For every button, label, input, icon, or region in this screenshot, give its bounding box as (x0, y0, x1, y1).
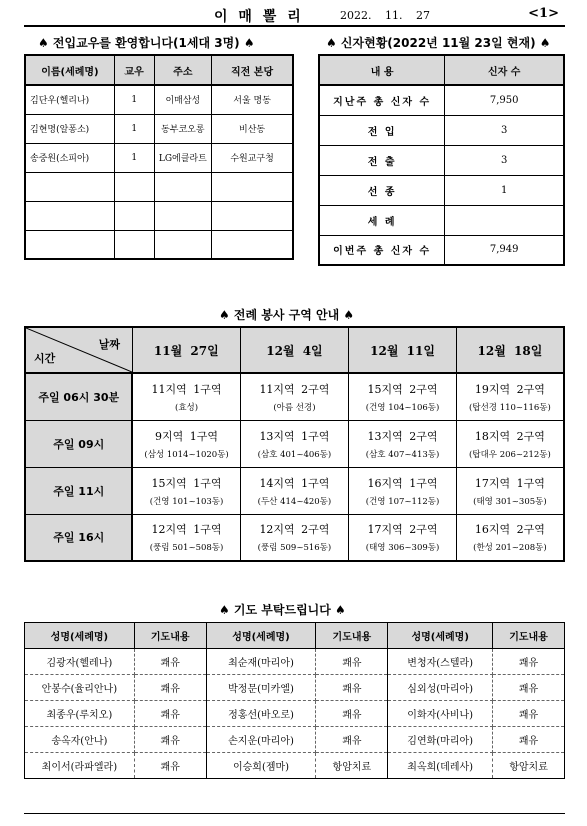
believers-label: 세 례 (319, 205, 445, 235)
believers-label: 지난주 총 신자 수 (319, 85, 445, 115)
welcome-parish: 비산동 (212, 114, 293, 143)
service-cell (456, 514, 564, 561)
zone-label: 12지역 1구역 (151, 523, 222, 537)
prayer-name: 손지운(마리아) (206, 727, 316, 753)
welcome-address (154, 201, 212, 230)
table-row (25, 701, 565, 727)
welcome-count (114, 230, 154, 259)
zone-detail: (건영 104~106동) (365, 402, 440, 413)
service-cell (132, 420, 240, 467)
zone-label: 13지역 2구역 (367, 429, 438, 443)
welcome-count (114, 201, 154, 230)
welcome-col-parish: 직전 본당 (212, 55, 293, 85)
prayer-intention: 쾌유 (316, 675, 388, 701)
welcome-name: 송중원(소피아) (25, 143, 114, 172)
prayer-intention: 항암치료 (493, 753, 565, 779)
prayer-intention: 쾌유 (493, 701, 565, 727)
prayer-name: 김연화(마리아) (388, 727, 493, 753)
zone-detail: (두산 414~420동) (257, 496, 332, 507)
believers-value: 7,950 (445, 85, 564, 115)
service-table (24, 326, 565, 562)
prayer-name: 송옥자(안나) (25, 727, 135, 753)
prayer-name: 이승희(젬마) (206, 753, 316, 779)
welcome-parish (212, 230, 293, 259)
welcome-count: 1 (114, 114, 154, 143)
zone-label: 12지역 2구역 (259, 523, 330, 537)
welcome-parish (212, 201, 293, 230)
prayer-table (24, 622, 565, 779)
welcome-address: 동부코오롱 (154, 114, 212, 143)
welcome-col-address: 주소 (154, 55, 212, 85)
service-cell (240, 373, 349, 420)
prayer-section-title: ♠ 기도 부탁드립니다 ♠ (219, 603, 346, 617)
newsletter-title: 이 매 뽈 리 (214, 9, 304, 25)
believers-label: 전 입 (319, 115, 445, 145)
corner-time-label: 시간 (34, 352, 56, 365)
prayer-intention: 쾌유 (316, 649, 388, 675)
prayer-col-name: 성명(세례명) (25, 623, 135, 649)
service-cell (349, 373, 457, 420)
zone-detail: (건영 101~103동) (149, 496, 224, 507)
table-row (25, 727, 565, 753)
zone-label: 9지역 1구역 (155, 429, 219, 443)
welcome-parish: 수원교구청 (212, 143, 293, 172)
zone-label: 11지역 2구역 (259, 382, 330, 396)
welcome-name (25, 230, 114, 259)
table-row (25, 230, 293, 259)
service-cell (456, 467, 564, 514)
zone-label: 16지역 1구역 (367, 476, 438, 490)
zone-detail: (삼성 1014~1020동) (144, 449, 229, 460)
service-cell (132, 467, 240, 514)
welcome-col-count: 교우 (114, 55, 154, 85)
footer-divider (24, 813, 565, 814)
service-cell (240, 514, 349, 561)
service-time: 주일 11시 (25, 467, 132, 514)
service-date: 12월 4일 (240, 327, 349, 373)
prayer-intention: 쾌유 (316, 727, 388, 753)
service-date: 12월 18일 (456, 327, 564, 373)
welcome-col-name: 이름(세례명) (25, 55, 114, 85)
prayer-name: 안봉수(율리안나) (25, 675, 135, 701)
service-date: 11월 27일 (132, 327, 240, 373)
prayer-name: 박정문(미카엘) (206, 675, 316, 701)
welcome-address (154, 230, 212, 259)
prayer-intention: 항암치료 (316, 753, 388, 779)
prayer-col-intention: 기도내용 (493, 623, 565, 649)
prayer-name: 변청자(스텔라) (388, 649, 493, 675)
zone-label: 13지역 1구역 (259, 429, 330, 443)
service-time: 주일 16시 (25, 514, 132, 561)
table-row (25, 172, 293, 201)
service-section-title: ♠ 전례 봉사 구역 안내 ♠ (219, 308, 355, 322)
service-header-row (25, 327, 564, 373)
zone-detail: (삼호 407~413동) (365, 449, 440, 460)
welcome-count: 1 (114, 85, 154, 114)
corner-date-label: 날짜 (98, 338, 120, 351)
table-row (25, 514, 564, 561)
service-cell (240, 467, 349, 514)
zone-label: 17지역 2구역 (367, 523, 438, 537)
prayer-name: 최이서(라파엘라) (25, 753, 135, 779)
table-row (25, 201, 293, 230)
believers-value: 3 (445, 115, 564, 145)
service-cell (349, 514, 457, 561)
welcome-section-title: ♠ 전입교우를 환영합니다(1세대 3명) ♠ (38, 36, 255, 50)
zone-detail: (효성) (175, 402, 199, 413)
table-row (319, 175, 564, 205)
table-row (319, 205, 564, 235)
prayer-header-row (25, 623, 565, 649)
welcome-parish: 서울 명동 (212, 85, 293, 114)
believers-col-count: 신자 수 (445, 55, 564, 85)
welcome-header-row (25, 55, 293, 85)
prayer-intention: 쾌유 (493, 675, 565, 701)
zone-detail: (한성 201~208동) (473, 543, 547, 554)
service-cell (456, 420, 564, 467)
service-cell (349, 467, 457, 514)
issue-date: 2022. 11. 27 (340, 9, 430, 22)
prayer-intention: 쾌유 (316, 701, 388, 727)
prayer-name: 최순재(마리아) (206, 649, 316, 675)
table-row (25, 373, 564, 420)
prayer-col-intention: 기도내용 (316, 623, 388, 649)
prayer-col-name: 성명(세례명) (206, 623, 316, 649)
prayer-intention: 쾌유 (134, 753, 206, 779)
table-row (319, 145, 564, 175)
zone-detail: (풍림 501~508동) (149, 543, 224, 554)
zone-detail: (탑선경 110~116동) (469, 402, 551, 413)
prayer-name: 이화자(사비나) (388, 701, 493, 727)
service-cell (132, 373, 240, 420)
prayer-intention: 쾌유 (134, 727, 206, 753)
welcome-address (154, 172, 212, 201)
believers-section-title: ♠ 신자현황(2022년 11월 23일 현재) ♠ (326, 36, 551, 50)
believers-value: 1 (445, 175, 564, 205)
welcome-count: 1 (114, 143, 154, 172)
zone-detail: (태영 306~309동) (365, 543, 440, 554)
prayer-name: 김광자(헬레나) (25, 649, 135, 675)
prayer-name: 심외성(마리아) (388, 675, 493, 701)
service-cell (240, 420, 349, 467)
table-row (25, 143, 293, 172)
believers-col-item: 내 용 (319, 55, 445, 85)
welcome-count (114, 172, 154, 201)
table-row (319, 85, 564, 115)
zone-label: 14지역 1구역 (259, 476, 330, 490)
service-corner-cell (25, 327, 132, 373)
zone-label: 15지역 1구역 (151, 476, 222, 490)
believers-value: 7,949 (445, 235, 564, 265)
table-row (25, 467, 564, 514)
table-row (319, 235, 564, 265)
prayer-intention: 쾌유 (134, 701, 206, 727)
service-cell (349, 420, 457, 467)
welcome-name (25, 201, 114, 230)
zone-detail: (풍림 509~516동) (257, 543, 332, 554)
service-time: 주일 09시 (25, 420, 132, 467)
prayer-intention: 쾌유 (493, 727, 565, 753)
believers-label: 전 출 (319, 145, 445, 175)
believers-value (445, 205, 564, 235)
page-header (24, 6, 565, 24)
welcome-name: 김현명(알퐁소) (25, 114, 114, 143)
welcome-name: 김단우(헬리나) (25, 85, 114, 114)
zone-label: 17지역 1구역 (474, 476, 545, 490)
believers-header-row (319, 55, 564, 85)
table-row (319, 115, 564, 145)
table-row (25, 420, 564, 467)
prayer-name: 최옥희(데레사) (388, 753, 493, 779)
zone-label: 18지역 2구역 (474, 429, 545, 443)
welcome-table (24, 54, 294, 260)
table-row (25, 675, 565, 701)
believers-table (318, 54, 565, 266)
table-row (25, 114, 293, 143)
believers-label: 이번주 총 신자 수 (319, 235, 445, 265)
welcome-address: LG에클라트 (154, 143, 212, 172)
zone-detail: (아름 선경) (273, 402, 316, 413)
table-row (25, 85, 293, 114)
service-cell (456, 373, 564, 420)
zone-detail: (태영 301~305동) (473, 496, 547, 507)
zone-detail: (삼호 401~406동) (257, 449, 332, 460)
zone-detail: (탑대우 206~212동) (469, 449, 551, 460)
prayer-intention: 쾌유 (134, 675, 206, 701)
service-time: 주일 06시 30분 (25, 373, 132, 420)
zone-label: 15지역 2구역 (367, 382, 438, 396)
prayer-intention: 쾌유 (134, 649, 206, 675)
table-row (25, 649, 565, 675)
service-date: 12월 11일 (349, 327, 457, 373)
zone-label: 19지역 2구역 (474, 382, 545, 396)
welcome-address: 이매삼성 (154, 85, 212, 114)
service-cell (132, 514, 240, 561)
welcome-parish (212, 172, 293, 201)
prayer-col-intention: 기도내용 (134, 623, 206, 649)
page-number: <1> (528, 6, 559, 21)
prayer-col-name: 성명(세례명) (388, 623, 493, 649)
welcome-name (25, 172, 114, 201)
prayer-name: 최종우(루치오) (25, 701, 135, 727)
prayer-name: 정홍선(바오로) (206, 701, 316, 727)
zone-detail: (건영 107~112동) (365, 496, 440, 507)
table-row (25, 753, 565, 779)
zone-label: 16지역 2구역 (474, 523, 545, 537)
zone-label: 11지역 1구역 (151, 382, 222, 396)
believers-label: 선 종 (319, 175, 445, 205)
believers-value: 3 (445, 145, 564, 175)
prayer-intention: 쾌유 (493, 649, 565, 675)
header-divider (24, 25, 565, 27)
